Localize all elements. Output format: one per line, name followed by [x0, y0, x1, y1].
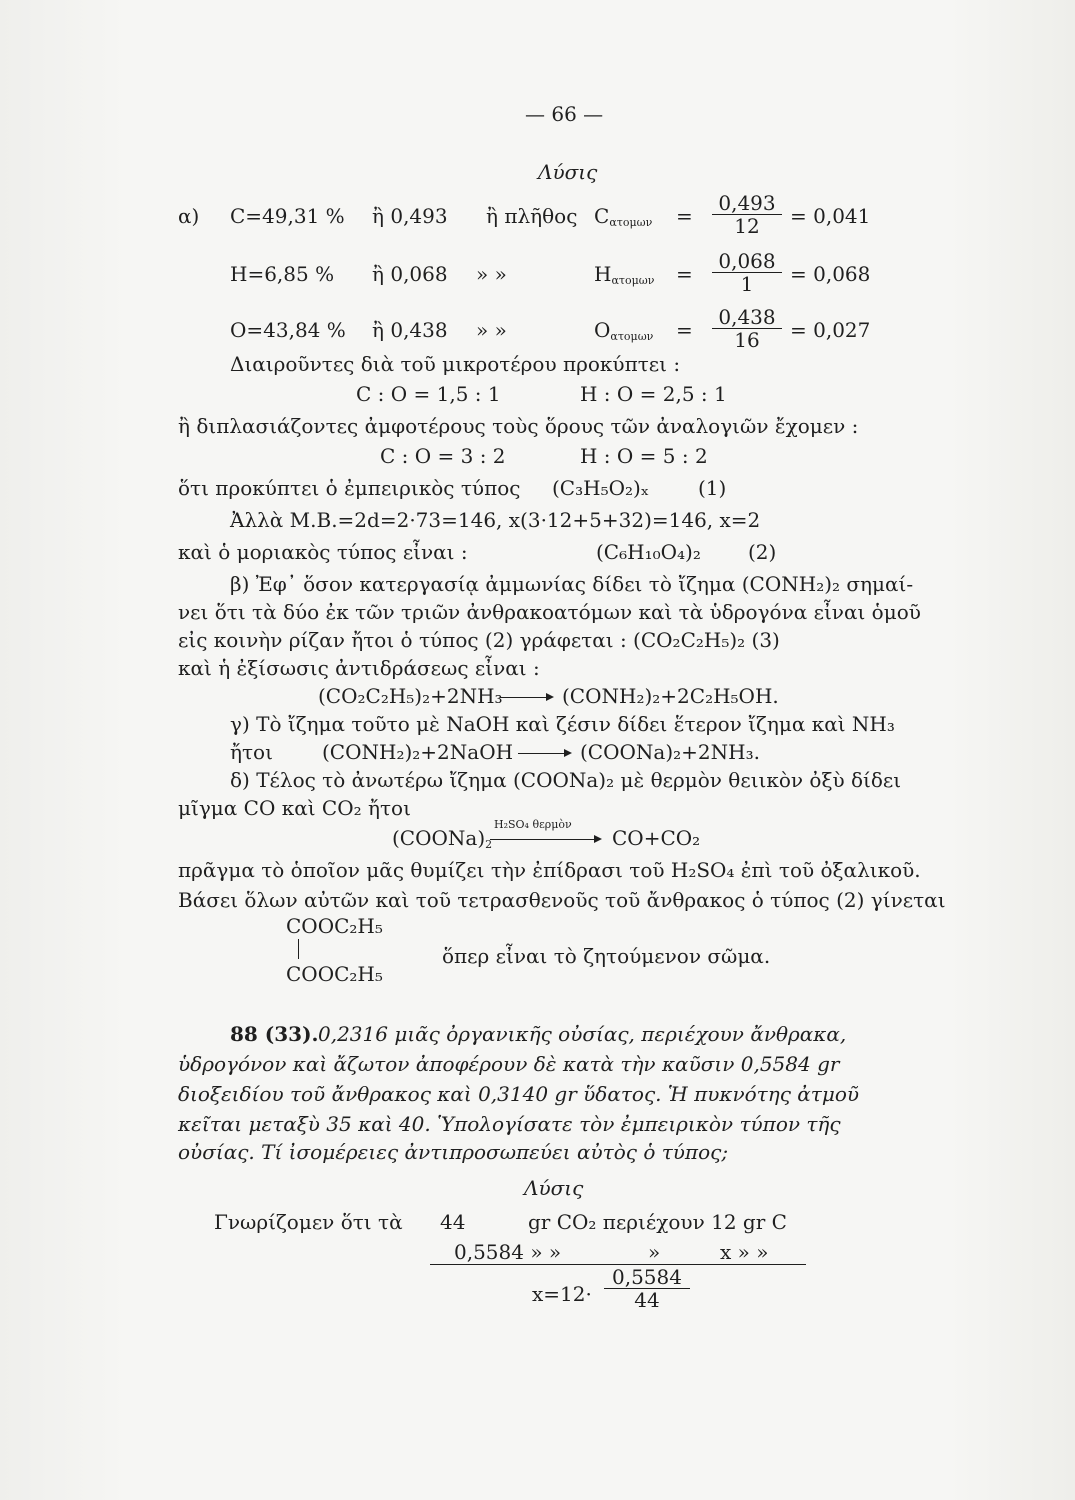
known-content: gr CO₂ περιέχουν 12 gr C [528, 1210, 787, 1234]
reaction-left: (CO₂C₂H₅)₂+2NH₃ [318, 684, 503, 708]
solution-heading: Λύσις [538, 160, 598, 184]
oxygen-atoms: $O_{\alpha\tau o\mu\omega\nu}$ [594, 318, 654, 343]
ratio-hydrogen-oxygen-doubled: H : O = 5 : 2 [580, 444, 708, 468]
problem-line: 0,2316 μιᾶς ὀργανικῆς οὐσίας, περιέχουν ἄνθρακα, [318, 1022, 847, 1046]
carbon-division: 0,493 12 [712, 192, 782, 237]
reaction-arrow [500, 697, 552, 698]
text-line: πρᾶγμα τὸ ὁποῖον μᾶς θυμίζει τὴν ἐπίδρασι τοῦ H₂SO₄ ἐπὶ τοῦ ὀξαλικοῦ. [178, 858, 921, 882]
text-line: δ) Τέλος τὸ ἀνωτέρω ἴζημα (COONa)₂ μὲ θερμὸν θειικὸν ὀξὺ δίδει [230, 768, 902, 792]
problem-number: 88 (33). [230, 1022, 319, 1046]
carbon-percent: C=49,31 % [230, 204, 345, 228]
problem-line: ὑδρογόνον καὶ ἄζωτον ἀποφέρουν δὲ κατὰ τὴν καῦσιν 0,5584 gr [178, 1052, 840, 1076]
text-line: Διαιροῦντες διὰ τοῦ μικροτέρου προκύπτει : [230, 352, 681, 376]
structure-bond [298, 939, 299, 959]
text-line: καὶ ὁ μοριακὸς τύπος εἶναι : [178, 540, 468, 564]
equation-number: (2) [748, 540, 777, 564]
ditto-marks: » » [476, 262, 507, 286]
text-line: νει ὅτι τὰ δύο ἐκ τῶν τριῶν ἀνθρακοατόμων καὶ τὰ ὑδρογόνα εἶναι ὁμοῦ [178, 600, 921, 624]
text-line: Ἀλλὰ Μ.Β.=2d=2·73=146, x(3·12+5+32)=146, x=2 [230, 508, 761, 532]
equals-sign: = [676, 204, 693, 228]
text-line: ἢ διπλασιάζοντες ἀμφοτέρους τοὺς ὅρους τῶν ἀναλογιῶν ἔχομεν : [178, 414, 859, 438]
hydrogen-division: 0,068 1 [712, 250, 782, 295]
unknown-mass: 0,5584 » » [454, 1240, 562, 1264]
reaction-right: (COONa)₂+2NH₃. [580, 740, 760, 764]
ratio-carbon-oxygen-doubled: C : O = 3 : 2 [380, 444, 506, 468]
reaction-left: (CONH₂)₂+2NaOH [322, 740, 514, 764]
equation-number: (1) [698, 476, 727, 500]
structure-bottom: COOC₂H₅ [286, 962, 383, 986]
text-line: β) Ἐφ᾽ ὅσον κατεργασίᾳ ἀμμωνίας δίδει τὸ ἴζημα (CONH₂)₂ σημαί- [230, 572, 914, 596]
solution-heading: Λύσις [524, 1176, 584, 1200]
carbon-atoms: $C_{\alpha\tau o\mu\omega\nu}$ [594, 204, 653, 229]
reaction-arrow [490, 839, 600, 840]
oxygen-percent: O=43,84 % [230, 318, 346, 342]
structure-caption: ὅπερ εἶναι τὸ ζητούμενον σῶμα. [442, 944, 771, 968]
hydrogen-atoms: $H_{\alpha\tau o\mu\omega\nu}$ [594, 262, 655, 287]
equals-sign: = [676, 262, 693, 286]
carbon-result: = 0,041 [790, 204, 871, 228]
oxygen-division: 0,438 16 [712, 306, 782, 351]
oxygen-result: = 0,027 [790, 318, 871, 342]
arrow-condition: H₂SO₄ θερμὸν [494, 818, 572, 831]
reaction-left: $(COONa)_2$ [392, 826, 493, 851]
text-line: γ) Τὸ ἴζημα τοῦτο μὲ NaOH καὶ ζέσιν δίδει ἕτερον ἴζημα καὶ NH₃ [230, 712, 895, 736]
reaction-right: CO+CO₂ [612, 826, 701, 850]
oxygen-fraction: ἢ 0,438 [372, 318, 448, 342]
unknown-content: x » » [720, 1240, 769, 1264]
ratio-carbon-oxygen: C : O = 1,5 : 1 [356, 382, 501, 406]
alpha-label: α) [178, 204, 200, 228]
empirical-formula: (C₃H₅O₂)ₓ [552, 476, 650, 500]
text-line: μῖγμα CO καὶ CO₂ ἤτοι [178, 796, 411, 820]
result-division: 0,5584 44 [604, 1266, 690, 1311]
text-line: καὶ ἡ ἐξίσωσις ἀντιδράσεως εἶναι : [178, 656, 540, 680]
text-word: ἤτοι [230, 740, 273, 764]
page-number: — 66 — [525, 102, 604, 126]
hydrogen-fraction: ἢ 0,068 [372, 262, 448, 286]
hydrogen-result: = 0,068 [790, 262, 871, 286]
text-line: Γνωρίζομεν ὅτι τὰ [214, 1210, 403, 1234]
ditto-mark: » [648, 1240, 661, 1264]
carbon-fraction: ἢ 0,493 [372, 204, 448, 228]
text-line: Βάσει ὅλων αὐτῶν καὶ τοῦ τετρασθενοῦς τοῦ ἄνθρακος ὁ τύπος (2) γίνεται [178, 888, 946, 912]
text-line: ὅτι προκύπτει ὁ ἐμπειρικὸς τύπος [178, 476, 521, 500]
ratio-hydrogen-oxygen: H : O = 2,5 : 1 [580, 382, 727, 406]
problem-line: διοξειδίου τοῦ ἄνθρακος καὶ 0,3140 gr ὕδατος. Ἡ πυκνότης ἀτμοῦ [178, 1082, 860, 1106]
text-line: εἰς κοινὴν ρίζαν ἤτοι ὁ τύπος (2) γράφεται : (CO₂C₂H₅)₂ (3) [178, 628, 780, 652]
problem-line: κεῖται μεταξὺ 35 καὶ 40. Ὑπολογίσατε τὸν ἐμπειρικὸν τύπον τῆς [178, 1112, 841, 1136]
known-mass: 44 [440, 1210, 466, 1234]
hydrogen-percent: H=6,85 % [230, 262, 335, 286]
carbon-count-label: ἢ πλῆθος [486, 204, 578, 228]
equals-sign: = [676, 318, 693, 342]
reaction-right: (CONH₂)₂+2C₂H₅OH. [562, 684, 779, 708]
structure-top: COOC₂H₅ [286, 914, 383, 938]
molecular-formula: (C₆H₁₀O₄)₂ [596, 540, 701, 564]
problem-line: οὐσίας. Τί ἰσομέρειες ἀντιπροσωπεύει αὐτὸς ὁ τύπος; [178, 1140, 729, 1164]
reaction-arrow [518, 753, 570, 754]
ditto-marks: » » [476, 318, 507, 342]
result-prefix: x=12· [532, 1282, 592, 1306]
